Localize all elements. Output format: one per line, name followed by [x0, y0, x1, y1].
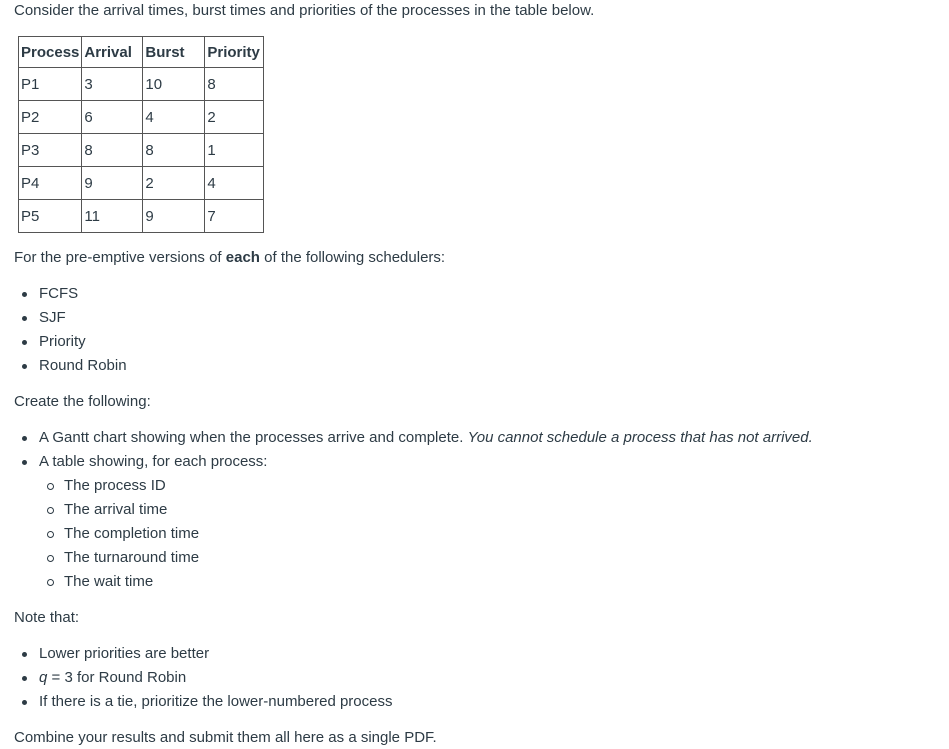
list-item: The completion time: [39, 522, 813, 546]
create-list: [14, 426, 813, 594]
gantt-note: You cannot schedule a process that has not arrived.: [467, 429, 813, 446]
cell-arrival: 6: [82, 101, 143, 134]
schedulers-intro-text: For the pre-emptive versions of: [14, 249, 226, 266]
cell-burst: 8: [143, 134, 205, 167]
list-item: The wait time: [39, 570, 813, 594]
schedulers-intro-bold: each: [225, 249, 260, 266]
list-item-fcfs: FCFS: [14, 282, 127, 306]
note-quantum: [14, 666, 393, 690]
closing-paragraph: Combine your results and submit them all here as a single PDF.: [14, 729, 437, 746]
cell-priority: 4: [205, 167, 264, 200]
header-arrival: Arrival: [82, 37, 143, 68]
list-item-priority: Priority: [14, 330, 127, 354]
table-row: [19, 101, 264, 134]
list-item: The arrival time: [39, 498, 813, 522]
cell-process: P2: [19, 101, 82, 134]
cell-priority: 1: [205, 134, 264, 167]
list-item-table: [14, 450, 813, 594]
note-lower-priorities: Lower priorities are better: [14, 642, 393, 666]
create-intro: Create the following:: [14, 393, 151, 410]
quantum-text: = 3 for Round Robin: [47, 669, 187, 686]
cell-process: P1: [19, 68, 82, 101]
list-item-gantt: [14, 426, 813, 450]
note-intro: Note that:: [14, 609, 80, 626]
list-item-round-robin: Round Robin: [14, 354, 127, 378]
schedulers-list: [14, 282, 127, 378]
list-item: The turnaround time: [39, 546, 813, 570]
cell-process: P4: [19, 167, 82, 200]
table-text: A table showing, for each process:: [39, 453, 268, 470]
note-tie: If there is a tie, prioritize the lower-numbered process: [14, 690, 393, 714]
table-row: [19, 167, 264, 200]
table-row: [19, 68, 264, 101]
cell-burst: 9: [143, 200, 205, 233]
header-priority: Priority: [205, 37, 264, 68]
cell-priority: 2: [205, 101, 264, 134]
table-header-row: [19, 37, 264, 68]
table-row: [19, 134, 264, 167]
table-items-list: [39, 474, 813, 594]
cell-priority: 8: [205, 68, 264, 101]
notes-list: [14, 642, 393, 714]
cell-burst: 4: [143, 101, 205, 134]
quantum-variable: q: [39, 669, 48, 686]
cell-arrival: 9: [82, 167, 143, 200]
intro-paragraph: Consider the arrival times, burst times and priorities of the processes in the table below.: [14, 2, 595, 19]
process-table: [18, 36, 264, 233]
cell-process: P5: [19, 200, 82, 233]
cell-burst: 10: [143, 68, 205, 101]
table-row: [19, 200, 264, 233]
cell-priority: 7: [205, 200, 264, 233]
cell-process: P3: [19, 134, 82, 167]
gantt-text: A Gantt chart showing when the processes arrive and complete.: [39, 429, 468, 446]
cell-arrival: 11: [82, 200, 143, 233]
schedulers-intro: [14, 247, 445, 269]
schedulers-intro-text-end: of the following schedulers:: [259, 249, 446, 266]
header-burst: Burst: [143, 37, 205, 68]
list-item: The process ID: [39, 474, 813, 498]
list-item-sjf: SJF: [14, 306, 127, 330]
cell-arrival: 3: [82, 68, 143, 101]
cell-arrival: 8: [82, 134, 143, 167]
cell-burst: 2: [143, 167, 205, 200]
header-process: Process: [19, 37, 82, 68]
